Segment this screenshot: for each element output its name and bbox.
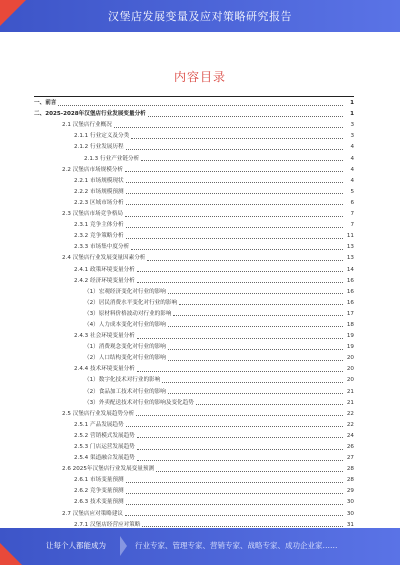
toc-entry-title: 二、2025-2028年汉堡店行业发展变量分析 xyxy=(34,111,146,118)
toc-entry-title: 2.5.4 渠道融合发展趋势 xyxy=(74,455,135,462)
toc-page-number: 30 xyxy=(346,510,354,517)
toc-page-number: 22 xyxy=(346,421,354,428)
toc-entry-title: 2.4 汉堡店行业发展变量因素分析 xyxy=(62,255,146,262)
toc-entry-title: 2.5.2 营销模式发展趋势 xyxy=(74,432,135,439)
toc-entry-title: 2.2 汉堡店市场规模分析 xyxy=(62,166,124,173)
toc-entry-title: 2.4.1 政策环境变量分析 xyxy=(74,266,135,273)
toc-entry-title: 2.1.1 行业定义及分类 xyxy=(74,133,130,140)
toc-dot-leader xyxy=(137,460,343,461)
page-header xyxy=(0,0,400,32)
toc-dot-leader xyxy=(58,105,343,106)
toc-page-number: 16 xyxy=(346,288,354,295)
toc-page-number: 24 xyxy=(346,432,354,439)
toc-dot-leader xyxy=(137,282,343,283)
toc-dot-leader xyxy=(179,304,343,305)
toc-entry-title: 2.4.4 技术环境变量分析 xyxy=(74,366,135,373)
toc-entry[interactable] xyxy=(34,262,354,273)
toc-entry-title: （3）外卖配送技术对行业的影响及变化趋势 xyxy=(84,399,194,406)
toc-page-number: 1 xyxy=(350,100,354,107)
toc-entry[interactable] xyxy=(34,329,354,340)
toc-entry-title: （2）食品加工技术对行业的影响 xyxy=(84,388,166,395)
toc-entry[interactable] xyxy=(34,351,354,362)
toc-page-number: 28 xyxy=(346,477,354,484)
toc-dot-leader xyxy=(196,404,343,405)
toc-dot-leader xyxy=(137,437,343,438)
toc-entry[interactable] xyxy=(34,196,354,207)
toc-entry-title: 2.1 汉堡店行业概况 xyxy=(62,122,112,129)
toc-entry[interactable] xyxy=(34,107,354,118)
toc-dot-leader xyxy=(141,160,343,161)
toc-dot-leader xyxy=(168,360,343,361)
toc-entry[interactable] xyxy=(34,484,354,495)
toc-dot-leader xyxy=(148,116,343,117)
toc-entry-title: 2.7 汉堡店应对策略建议 xyxy=(62,510,124,517)
toc-page-number: 30 xyxy=(346,499,354,506)
toc-dot-leader xyxy=(137,338,343,339)
footer-lead-text: 让每个人都能成为 xyxy=(46,541,106,550)
toc-entry-title: 2.1.2 行业发展历程 xyxy=(74,144,124,151)
toc-entry-title: （3）原材料价格波动对行业的影响 xyxy=(84,310,172,317)
toc-page-number: 6 xyxy=(350,199,354,206)
toc-dot-leader xyxy=(168,349,343,350)
toc-entry[interactable] xyxy=(34,384,354,395)
toc-entry[interactable] xyxy=(34,373,354,384)
toc-page-number: 20 xyxy=(346,377,354,384)
toc-dot-leader xyxy=(168,326,343,327)
toc-dot-leader xyxy=(126,182,343,183)
toc-entry-title: 2.2.1 市场规模现状 xyxy=(74,177,124,184)
page-footer xyxy=(0,528,400,565)
toc-dot-leader xyxy=(126,482,343,483)
toc-page-number: 7 xyxy=(350,222,354,229)
toc-entry[interactable] xyxy=(34,274,354,285)
toc-entry[interactable] xyxy=(34,285,354,296)
toc-entry[interactable] xyxy=(34,140,354,151)
toc-page-number: 19 xyxy=(346,344,354,351)
toc-page-number: 4 xyxy=(350,144,354,151)
toc-entry-title: 2.5 汉堡店行业发展趋势分析 xyxy=(62,410,135,417)
toc-entry[interactable] xyxy=(34,174,354,185)
toc-entry[interactable] xyxy=(34,495,354,506)
toc-page-number: 21 xyxy=(346,399,354,406)
toc-page-number: 19 xyxy=(346,333,354,340)
toc-page-number: 7 xyxy=(350,211,354,218)
toc-entry-title: 2.2.3 区域市场分析 xyxy=(74,199,124,206)
toc-dot-leader xyxy=(126,238,343,239)
toc-entry-title: 2.6.2 竞争变量预测 xyxy=(74,488,124,495)
toc-entry[interactable] xyxy=(34,506,354,517)
footer-arrow-icon xyxy=(120,536,127,556)
toc-entry-title: （1）数字化技术对行业的影响 xyxy=(84,377,161,384)
toc-entry-title: 2.2.2 市场规模预测 xyxy=(74,188,124,195)
toc-dot-leader xyxy=(136,415,343,416)
toc-dot-leader xyxy=(126,493,343,494)
toc-entry[interactable] xyxy=(34,340,354,351)
toc-entry[interactable] xyxy=(34,163,354,174)
toc-page-number: 3 xyxy=(350,133,354,140)
toc-dot-leader xyxy=(131,249,343,250)
toc-entry[interactable] xyxy=(34,307,354,318)
toc-entry-title: （4）人力成本变化对行业的影响 xyxy=(84,321,166,328)
toc-dot-leader xyxy=(125,515,343,516)
toc-dot-leader xyxy=(126,227,343,228)
toc-entry-title: 2.7.1 汉堡店经营应对策略 xyxy=(74,521,141,528)
toc-dot-leader xyxy=(137,371,343,372)
toc-entry-title: （1）宏观经济变化对行业的影响 xyxy=(84,288,166,295)
toc-entry[interactable] xyxy=(34,229,354,240)
toc-page-number: 20 xyxy=(346,366,354,373)
toc-page-number: 13 xyxy=(346,255,354,262)
toc-entry[interactable] xyxy=(34,451,354,462)
toc-dot-leader xyxy=(168,393,343,394)
toc-dot-leader xyxy=(126,193,343,194)
toc-dot-leader xyxy=(131,138,343,139)
toc-entry[interactable] xyxy=(34,251,354,262)
toc-page-number: 27 xyxy=(346,455,354,462)
toc-entry[interactable] xyxy=(34,440,354,451)
toc-entry[interactable] xyxy=(34,429,354,440)
toc-entry-title: 2.6 2025年汉堡店行业发展变量预测 xyxy=(62,466,155,473)
toc-page-number: 4 xyxy=(350,155,354,162)
toc-dot-leader xyxy=(114,127,343,128)
table-of-contents xyxy=(34,96,354,529)
toc-dot-leader xyxy=(126,204,343,205)
toc-entry-title: 2.6.3 技术变量预测 xyxy=(74,499,124,506)
toc-entry-title: 2.5.1 产品发展趋势 xyxy=(74,421,124,428)
toc-entry[interactable] xyxy=(34,296,354,307)
toc-page-number: 3 xyxy=(350,122,354,129)
toc-dot-leader xyxy=(168,293,343,294)
toc-dot-leader xyxy=(126,149,343,150)
toc-page-number: 4 xyxy=(350,177,354,184)
toc-entry-title: （1）消费观念变化对行业的影响 xyxy=(84,344,166,351)
toc-entry[interactable] xyxy=(34,473,354,484)
toc-page-number: 4 xyxy=(350,166,354,173)
toc-entry[interactable] xyxy=(34,240,354,251)
toc-dot-leader xyxy=(137,271,343,272)
toc-page-number: 13 xyxy=(346,244,354,251)
toc-entry-title: 2.5.3 门店运营发展趋势 xyxy=(74,444,135,450)
toc-entry[interactable] xyxy=(34,407,354,418)
toc-entry[interactable] xyxy=(34,151,354,162)
toc-entry[interactable] xyxy=(34,207,354,218)
toc-entry[interactable] xyxy=(34,462,354,473)
toc-page-number: 21 xyxy=(346,388,354,395)
toc-page-number: 16 xyxy=(346,299,354,306)
toc-entry[interactable] xyxy=(34,185,354,196)
toc-page-number: 5 xyxy=(350,188,354,195)
toc-entry-title: 2.3.3 市场集中度分析 xyxy=(74,244,130,251)
toc-dot-leader xyxy=(125,216,343,217)
toc-entry-title: 一、前言 xyxy=(34,100,57,107)
footer-slogan: 行业专家、管理专家、营销专家、战略专家、成功企业家…… xyxy=(135,541,338,550)
toc-entry[interactable] xyxy=(34,118,354,129)
toc-entry-title: 2.3 汉堡店市场竞争格局 xyxy=(62,211,124,218)
toc-dot-leader xyxy=(137,449,343,450)
toc-page-number: 14 xyxy=(346,266,354,273)
toc-entry-title: （2）人口结构变化对行业的影响 xyxy=(84,355,166,362)
toc-heading: 内容目录 xyxy=(173,70,226,84)
toc-page-number: 26 xyxy=(346,444,354,450)
toc-entry-title: 2.6.1 市场变量预测 xyxy=(74,477,124,484)
toc-dot-leader xyxy=(147,260,343,261)
toc-entry[interactable] xyxy=(34,318,354,329)
toc-entry-title: 2.1.3 行业产业链分析 xyxy=(84,155,140,162)
toc-entry[interactable] xyxy=(34,518,354,529)
toc-dot-leader xyxy=(156,471,343,472)
toc-page-number: 11 xyxy=(346,233,354,240)
toc-page-number: 22 xyxy=(346,410,354,417)
toc-entry[interactable] xyxy=(34,362,354,373)
toc-page-number: 18 xyxy=(346,321,354,328)
toc-dot-leader xyxy=(125,171,343,172)
toc-page-number: 29 xyxy=(346,488,354,495)
toc-entry-title: 2.3.1 竞争主体分析 xyxy=(74,222,124,229)
toc-entry-title: 2.4.2 经济环境变量分析 xyxy=(74,277,135,284)
toc-entry[interactable] xyxy=(34,418,354,429)
toc-entry[interactable] xyxy=(34,218,354,229)
toc-page-number: 28 xyxy=(346,466,354,473)
toc-page-number: 1 xyxy=(350,111,354,118)
toc-entry-title: 2.3.2 竞争策略分析 xyxy=(74,233,124,240)
toc-dot-leader xyxy=(126,504,343,505)
toc-page-number: 31 xyxy=(346,521,354,528)
toc-dot-leader xyxy=(142,526,343,527)
toc-entry[interactable] xyxy=(34,96,354,107)
toc-dot-leader xyxy=(162,382,343,383)
toc-page-number: 16 xyxy=(346,277,354,284)
footer-corner-decoration xyxy=(0,543,22,565)
toc-dot-leader xyxy=(126,426,343,427)
toc-entry-title: 2.4.3 社会环境变量分析 xyxy=(74,333,135,340)
toc-dot-leader xyxy=(173,315,343,316)
toc-entry[interactable] xyxy=(34,396,354,407)
toc-page-number: 17 xyxy=(346,310,354,317)
toc-entry-title: （2）居民消费水平变化对行业的影响 xyxy=(84,299,178,306)
toc-page-number: 20 xyxy=(346,355,354,362)
report-title: 汉堡店发展变量及应对策略研究报告 xyxy=(108,10,292,23)
toc-entry[interactable] xyxy=(34,129,354,140)
